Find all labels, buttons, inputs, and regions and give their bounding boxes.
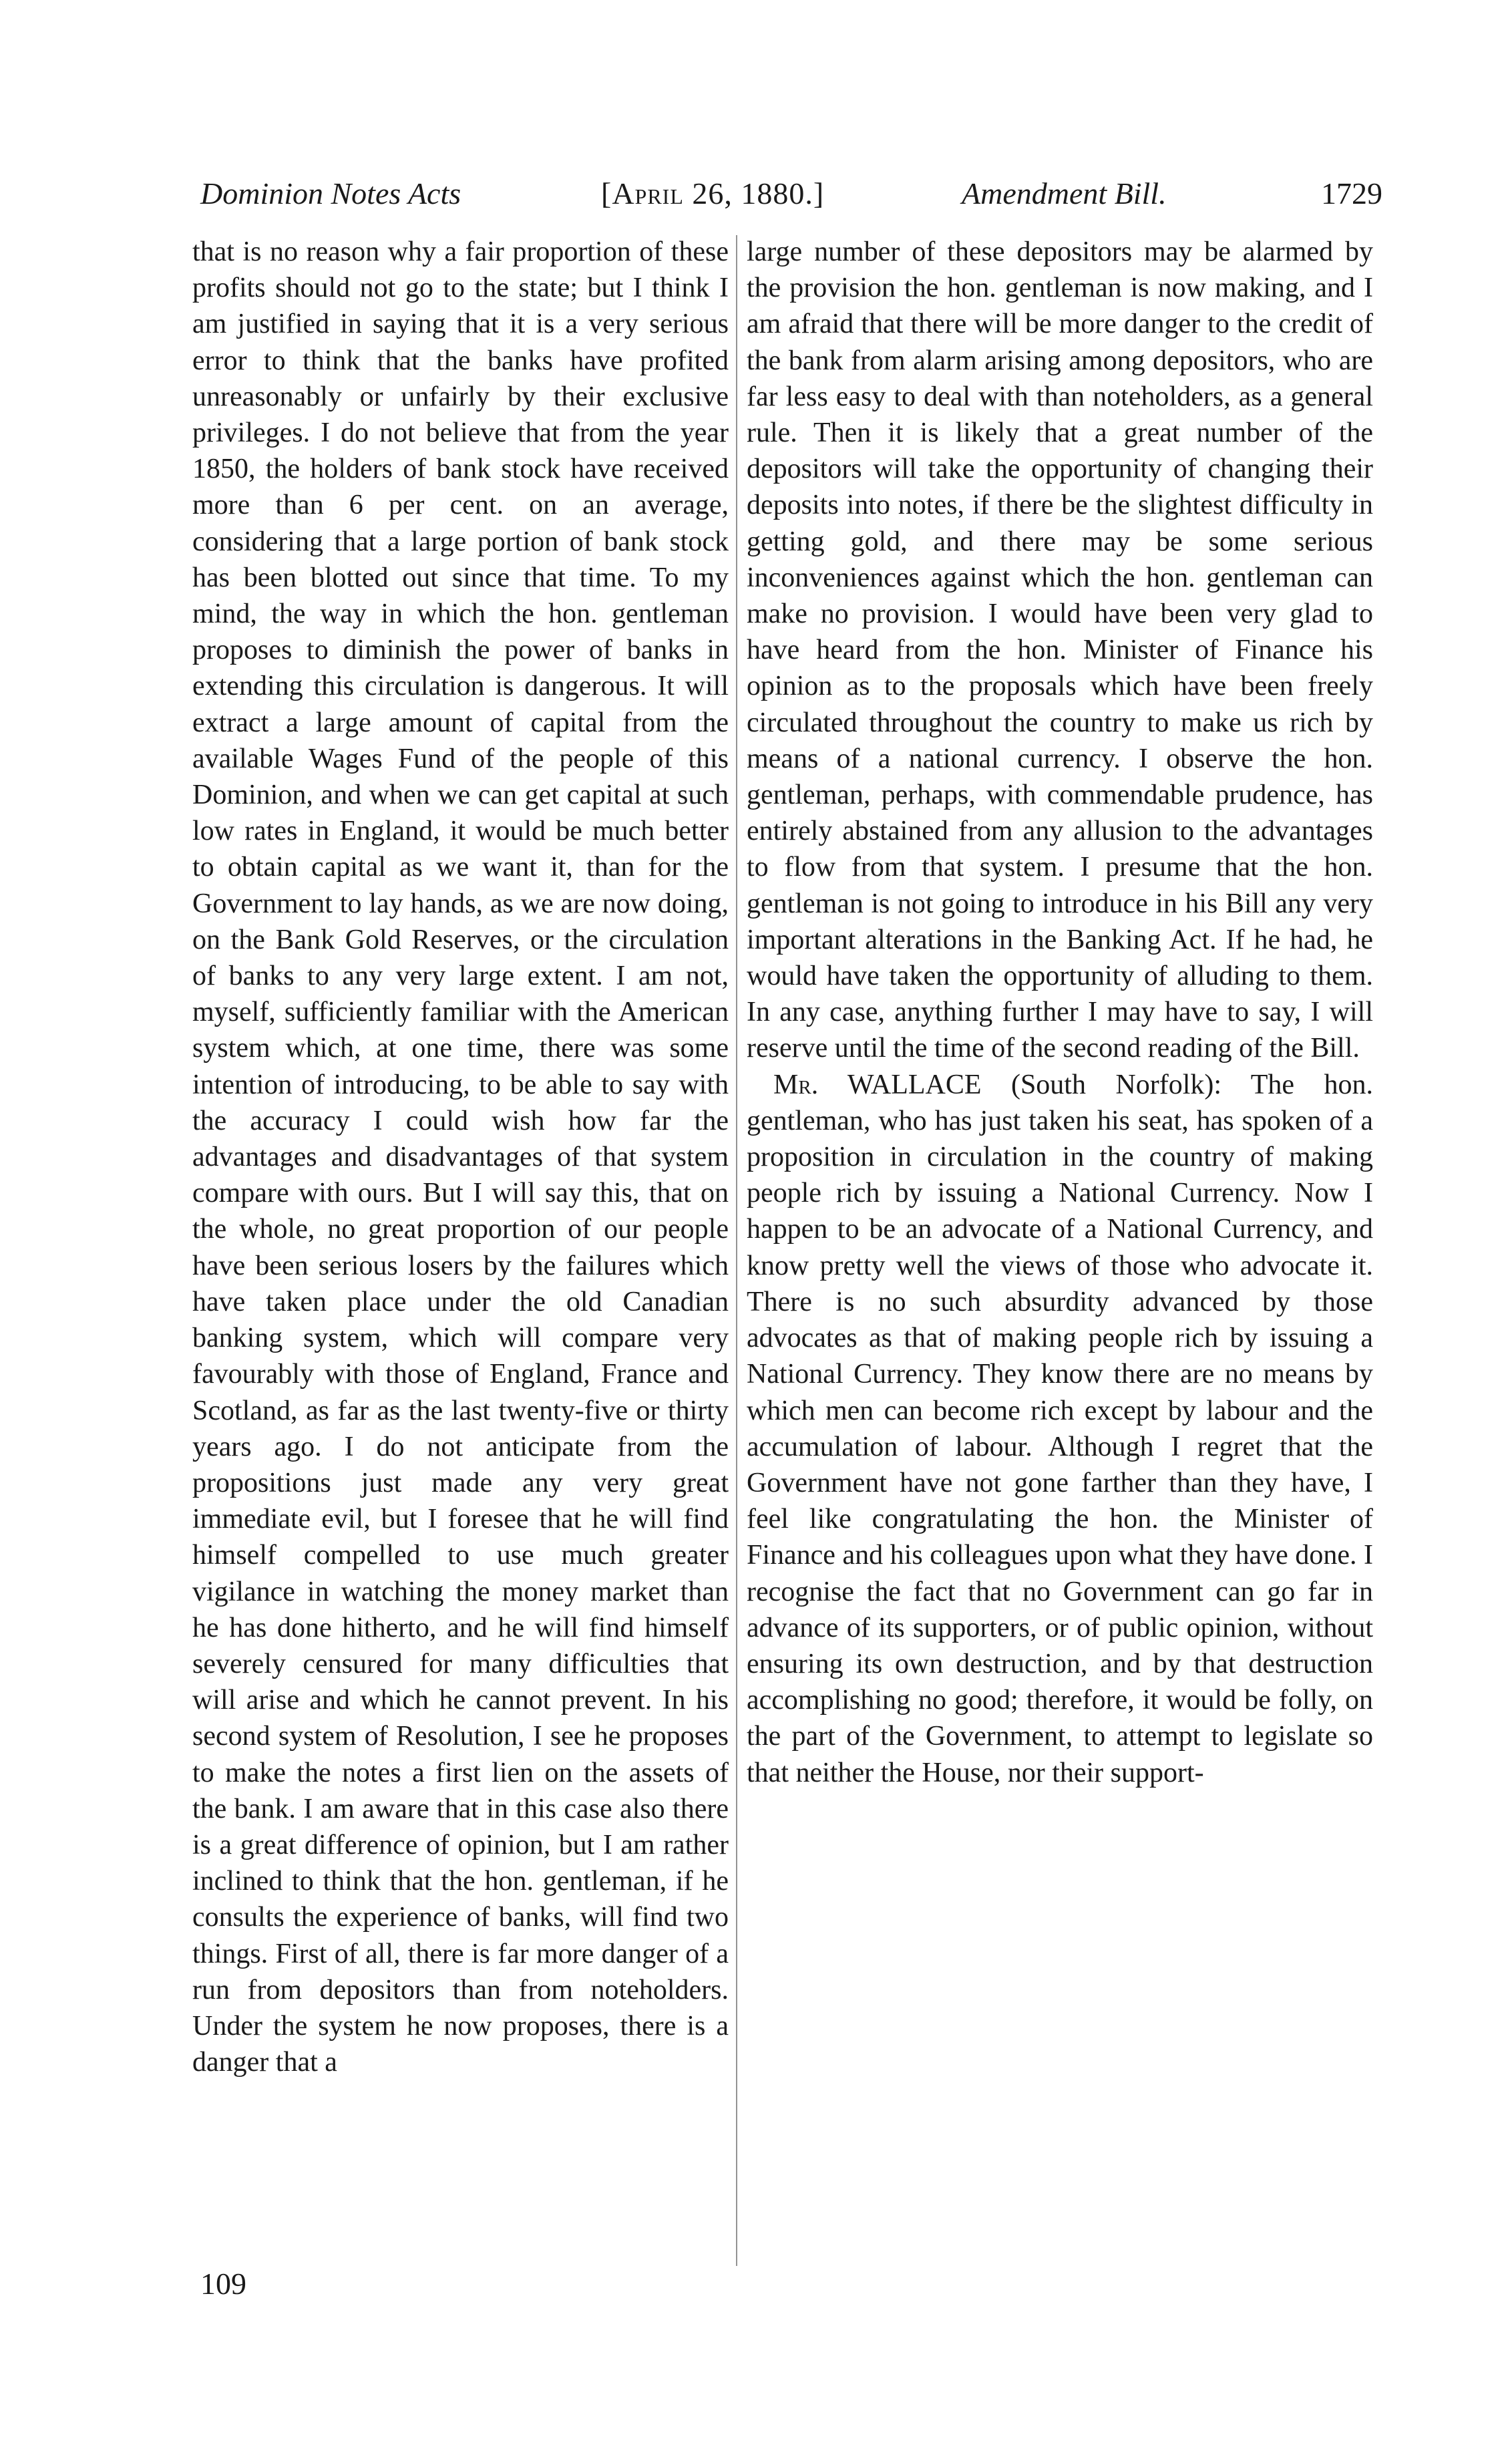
speech-text: (South Norfolk): The hon. gentleman, who has just taken his seat, has spoken of a proposition in circulation in the country of making people rich by issuing a National Currency. Now I happen to be an advocate of a National Currency, and know pretty well the views of those who advocate it. There is no such absurdity advanced by those advocates as that of making people rich by issuing a National Currency. They know there are no means by which men can become rich except by labour and the accumulation of labour. Although I regret that the Government have not gone farther than they have, I feel like congratulating the hon. the Minister of Finance and his colleagues upon what they have done. I recognise the fact that no Government can go far in advance of its supporters, or of public opinion, without ensuring its own destruction, and by that destruction accomplishing no good; therefore, it would be folly, on the part of the Government, to attempt to legislate so that neither the House, nor their support- — [747, 1069, 1373, 1788]
right-paragraph-2 — [747, 1067, 1373, 1791]
header-left-title: Dominion Notes Acts — [200, 176, 461, 210]
right-column — [747, 234, 1373, 1791]
signature-mark: 109 — [200, 2267, 246, 2301]
header-date: [April 26, 1880.] — [601, 176, 825, 210]
right-paragraph-1: large number of these depositors may be alarmed by the provision the hon. gentleman is now making, and I am afraid that there will be more danger to the credit of the bank from alarm arising among depositors, who are far less easy to deal with than noteholders, as a general rule. Then it is likely that a great number of the depositors will take the opportunity of changing their deposits into notes, if there be the slightest difficulty in getting gold, and there may be some serious inconveniences against which the hon. gentleman can make no provision. I would have been very glad to have heard from the hon. Minister of Finance his opinion as to the proposals which have been freely circulated throughout the country to make us rich by means of a national currency. I observe the hon. gentleman, perhaps, with commendable prudence, has entirely abstained from any allusion to the advantages to flow from that system. I presume that the hon. gentleman is not going to introduce in his Bill any very important alterations in the Banking Act. If he had, he would have taken the opportunity of alluding to them. In any case, anything further I may have to say, I will reserve until the time of the second reading of the Bill. — [747, 236, 1373, 1064]
running-header — [187, 167, 1382, 220]
column-divider — [736, 235, 737, 2266]
page-number: 1729 — [1321, 176, 1382, 210]
left-column — [192, 234, 729, 2080]
left-paragraph-1: that is no reason why a fair proportion of these profits should not go to the state; but I think I am justified in saying that it is a very serious error to think that the banks have profited unreasonably or unfairly by their exclusive privileges. I do not believe that from the year 1850, the holders of bank stock have received more than 6 per cent. on an average, considering that a large portion of bank stock has been blotted out since that time. To my mind, the way in which the hon. gentleman proposes to diminish the power of banks in extending this circulation is dangerous. It will extract a large amount of capital from the available Wages Fund of the people of this Dominion, and when we can get capital at such low rates in England, it would be much better to obtain capital as we want it, than for the Government to lay hands, as we are now doing, on the Bank Gold Reserves, or the circulation of banks to any very large extent. I am not, myself, sufficiently familiar with the American system which, at one time, there was some intention of introducing, to be able to say with the accuracy I could wish how far the advantages and disadvantages of that system compare with ours. But I will say this, that on the whole, no great proportion of our people have been serious losers by the failures which have taken place under the old Canadian banking system, which will compare very favourably with those of England, France and Scotland, as far as the last twenty-five or thirty years ago. I do not anticipate from the propositions just made any very great immediate evil, but I foresee that he will find himself compelled to use much greater vigilance in watching the money market than he has done hitherto, and he will find himself severely censured for many difficulties that will arise and which he cannot prevent. In his second system of Resolution, I see he proposes to make the notes a first lien on the assets of the bank. I am aware that in this case also there is a great difference of opinion, but I am rather inclined to think that the hon. gentleman, if he consults the experience of banks, will find two things. First of all, there is far more danger of a run from depositors than from noteholders. Under the system he now proposes, there is a danger that a — [192, 236, 729, 2078]
header-right-title: Amendment Bill. — [962, 176, 1167, 210]
speaker-name: Mr. WALLACE — [773, 1069, 982, 1100]
